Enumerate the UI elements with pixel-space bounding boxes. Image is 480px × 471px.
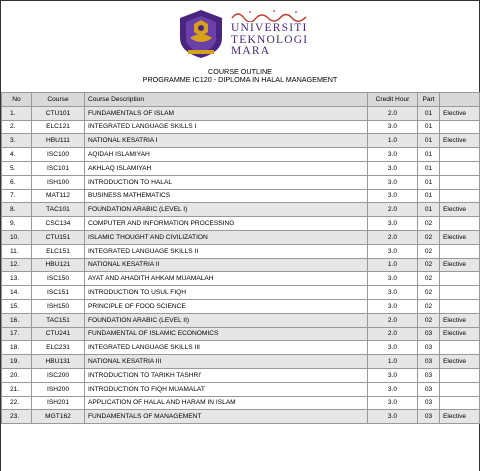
course-code: ISH100 bbox=[32, 175, 85, 189]
row-number: 4. bbox=[2, 148, 32, 162]
credit-hour: 3.0 bbox=[368, 148, 418, 162]
elective-note bbox=[440, 299, 480, 313]
row-number: 10. bbox=[2, 230, 32, 244]
elective-note bbox=[440, 396, 480, 410]
table-row bbox=[2, 106, 480, 120]
course-description: FUNDAMENTALS OF MANAGEMENT bbox=[85, 410, 368, 424]
credit-hour: 3.0 bbox=[368, 161, 418, 175]
table-row bbox=[2, 258, 480, 272]
course-code: ISC200 bbox=[32, 368, 85, 382]
row-number: 17. bbox=[2, 327, 32, 341]
elective-note: Elective bbox=[440, 203, 480, 217]
table-row bbox=[2, 286, 480, 300]
part: 01 bbox=[418, 134, 440, 148]
course-code: MGT162 bbox=[32, 410, 85, 424]
course-code: CSC134 bbox=[32, 217, 85, 231]
part: 03 bbox=[418, 410, 440, 424]
table-row bbox=[2, 217, 480, 231]
course-table-body bbox=[2, 106, 480, 423]
header-course: Course bbox=[32, 93, 85, 107]
course-code: ISC150 bbox=[32, 272, 85, 286]
row-number: 6. bbox=[2, 175, 32, 189]
part: 01 bbox=[418, 203, 440, 217]
table-row bbox=[2, 382, 480, 396]
table-row bbox=[2, 175, 480, 189]
row-number: 7. bbox=[2, 189, 32, 203]
course-code: HBU131 bbox=[32, 355, 85, 369]
part: 01 bbox=[418, 189, 440, 203]
elective-note bbox=[440, 244, 480, 258]
course-code: CTU241 bbox=[32, 327, 85, 341]
course-description: FOUNDATION ARABIC (LEVEL I) bbox=[85, 203, 368, 217]
credit-hour: 3.0 bbox=[368, 244, 418, 258]
credit-hour: 1.0 bbox=[368, 134, 418, 148]
header-course-description: Course Description bbox=[85, 93, 368, 107]
course-description: INTEGRATED LANGUAGE SKILLS II bbox=[85, 244, 368, 258]
credit-hour: 3.0 bbox=[368, 396, 418, 410]
course-description: INTEGRATED LANGUAGE SKILLS I bbox=[85, 120, 368, 134]
header-credit-hour: Credit Hour bbox=[368, 93, 418, 107]
table-row bbox=[2, 244, 480, 258]
course-description: AYAT AND AHADITH AHKAM MUAMALAH bbox=[85, 272, 368, 286]
elective-note bbox=[440, 189, 480, 203]
table-row bbox=[2, 134, 480, 148]
course-code: HBU111 bbox=[32, 134, 85, 148]
elective-note: Elective bbox=[440, 258, 480, 272]
course-code: TAC151 bbox=[32, 313, 85, 327]
course-description: INTRODUCTION TO HALAL bbox=[85, 175, 368, 189]
credit-hour: 3.0 bbox=[368, 341, 418, 355]
course-description: INTRODUCTION TO TARIKH TASHRI' bbox=[85, 368, 368, 382]
part: 02 bbox=[418, 286, 440, 300]
table-row bbox=[2, 355, 480, 369]
part: 02 bbox=[418, 258, 440, 272]
credit-hour: 3.0 bbox=[368, 217, 418, 231]
course-description: NATIONAL KESATRIA II bbox=[85, 258, 368, 272]
elective-note: Elective bbox=[440, 230, 480, 244]
credit-hour: 2.0 bbox=[368, 230, 418, 244]
part: 01 bbox=[418, 161, 440, 175]
elective-note bbox=[440, 148, 480, 162]
elective-note: Elective bbox=[440, 410, 480, 424]
table-row bbox=[2, 230, 480, 244]
credit-hour: 2.0 bbox=[368, 313, 418, 327]
course-description: AKHLAQ ISLAMIYAH bbox=[85, 161, 368, 175]
course-code: ISC101 bbox=[32, 161, 85, 175]
part: 03 bbox=[418, 396, 440, 410]
title-programme: PROGRAMME IC120 - DIPLOMA IN HALAL MANAGEMENT bbox=[142, 75, 338, 84]
elective-note bbox=[440, 341, 480, 355]
row-number: 19. bbox=[2, 355, 32, 369]
table-row bbox=[2, 396, 480, 410]
credit-hour: 3.0 bbox=[368, 368, 418, 382]
part: 02 bbox=[418, 244, 440, 258]
header-no: No bbox=[2, 93, 32, 107]
credit-hour: 3.0 bbox=[368, 286, 418, 300]
part: 02 bbox=[418, 217, 440, 231]
table-row bbox=[2, 189, 480, 203]
part: 01 bbox=[418, 120, 440, 134]
course-description: NATIONAL KESATRIA III bbox=[85, 355, 368, 369]
table-row bbox=[2, 327, 480, 341]
row-number: 9. bbox=[2, 217, 32, 231]
course-code: ELC231 bbox=[32, 341, 85, 355]
part: 02 bbox=[418, 272, 440, 286]
course-table bbox=[1, 92, 480, 424]
credit-hour: 3.0 bbox=[368, 410, 418, 424]
table-row bbox=[2, 272, 480, 286]
part: 01 bbox=[418, 148, 440, 162]
credit-hour: 3.0 bbox=[368, 382, 418, 396]
credit-hour: 3.0 bbox=[368, 120, 418, 134]
credit-hour: 2.0 bbox=[368, 106, 418, 120]
uitm-logo bbox=[176, 8, 226, 60]
header-part: Part bbox=[418, 93, 440, 107]
row-number: 3. bbox=[2, 134, 32, 148]
row-number: 20. bbox=[2, 368, 32, 382]
university-name bbox=[231, 23, 308, 58]
course-code: CTU101 bbox=[32, 106, 85, 120]
part: 01 bbox=[418, 106, 440, 120]
elective-note: Elective bbox=[440, 327, 480, 341]
part: 03 bbox=[418, 382, 440, 396]
course-description: COMPUTER AND INFORMATION PROCESSING bbox=[85, 217, 368, 231]
course-description: APPLICATION OF HALAL AND HARAM IN ISLAM bbox=[85, 396, 368, 410]
course-code: ISH201 bbox=[32, 396, 85, 410]
row-number: 8. bbox=[2, 203, 32, 217]
elective-note bbox=[440, 120, 480, 134]
course-code: HBU121 bbox=[32, 258, 85, 272]
row-number: 15. bbox=[2, 299, 32, 313]
course-code: ISH200 bbox=[32, 382, 85, 396]
part: 03 bbox=[418, 355, 440, 369]
table-row bbox=[2, 203, 480, 217]
row-number: 21. bbox=[2, 382, 32, 396]
university-name-line2: TEKNOLOGI bbox=[231, 33, 309, 46]
elective-note: Elective bbox=[440, 134, 480, 148]
row-number: 13. bbox=[2, 272, 32, 286]
university-name-line3: MARA bbox=[231, 45, 271, 57]
course-code: ELC121 bbox=[32, 120, 85, 134]
elective-note bbox=[440, 217, 480, 231]
title-course-outline: COURSE OUTLINE bbox=[208, 67, 272, 76]
row-number: 18. bbox=[2, 341, 32, 355]
elective-note: Elective bbox=[440, 313, 480, 327]
table-header-row bbox=[2, 93, 480, 107]
course-description: BUSINESS MATHEMATICS bbox=[85, 189, 368, 203]
course-description: INTRODUCTION TO FIQH MUAMALAT bbox=[85, 382, 368, 396]
row-number: 1. bbox=[2, 106, 32, 120]
course-code: ISC151 bbox=[32, 286, 85, 300]
table-row bbox=[2, 161, 480, 175]
course-code: ISC100 bbox=[32, 148, 85, 162]
table-row bbox=[2, 148, 480, 162]
course-code: TAC101 bbox=[32, 203, 85, 217]
course-code: MAT112 bbox=[32, 189, 85, 203]
course-description: FUNDAMENTAL OF ISLAMIC ECONOMICS bbox=[85, 327, 368, 341]
elective-note bbox=[440, 272, 480, 286]
credit-hour: 3.0 bbox=[368, 299, 418, 313]
part: 02 bbox=[418, 299, 440, 313]
course-description: FUNDAMENTALS OF ISLAM bbox=[85, 106, 368, 120]
table-row bbox=[2, 299, 480, 313]
course-code: ISH150 bbox=[32, 299, 85, 313]
part: 03 bbox=[418, 327, 440, 341]
table-row bbox=[2, 313, 480, 327]
elective-note bbox=[440, 382, 480, 396]
part: 03 bbox=[418, 368, 440, 382]
header-note bbox=[440, 93, 480, 107]
row-number: 2. bbox=[2, 120, 32, 134]
table-row bbox=[2, 120, 480, 134]
document-header bbox=[0, 0, 480, 92]
course-description: FOUNDATION ARABIC (LEVEL II) bbox=[85, 313, 368, 327]
row-number: 23. bbox=[2, 410, 32, 424]
elective-note bbox=[440, 161, 480, 175]
credit-hour: 1.0 bbox=[368, 258, 418, 272]
course-description: INTRODUCTION TO USUL FIQH bbox=[85, 286, 368, 300]
course-description: NATIONAL KESATRIA I bbox=[85, 134, 368, 148]
credit-hour: 2.0 bbox=[368, 327, 418, 341]
credit-hour: 3.0 bbox=[368, 189, 418, 203]
document-title bbox=[0, 68, 480, 84]
table-row bbox=[2, 368, 480, 382]
row-number: 14. bbox=[2, 286, 32, 300]
part: 01 bbox=[418, 175, 440, 189]
course-code: ELC151 bbox=[32, 244, 85, 258]
elective-note: Elective bbox=[440, 106, 480, 120]
elective-note bbox=[440, 286, 480, 300]
part: 03 bbox=[418, 341, 440, 355]
credit-hour: 3.0 bbox=[368, 272, 418, 286]
elective-note: Elective bbox=[440, 355, 480, 369]
course-description: INTEGRATED LANGUAGE SKILLS III bbox=[85, 341, 368, 355]
part: 02 bbox=[418, 230, 440, 244]
table-row bbox=[2, 410, 480, 424]
credit-hour: 1.0 bbox=[368, 355, 418, 369]
university-name-line1: UNIVERSITI bbox=[231, 22, 308, 34]
row-number: 11. bbox=[2, 244, 32, 258]
elective-note bbox=[440, 175, 480, 189]
course-description: AQIDAH ISLAMIYAH bbox=[85, 148, 368, 162]
row-number: 5. bbox=[2, 161, 32, 175]
credit-hour: 3.0 bbox=[368, 175, 418, 189]
row-number: 16. bbox=[2, 313, 32, 327]
course-description: ISLAMIC THOUGHT AND CIVILIZATION bbox=[85, 230, 368, 244]
credit-hour: 2.0 bbox=[368, 203, 418, 217]
row-number: 22. bbox=[2, 396, 32, 410]
elective-note bbox=[440, 368, 480, 382]
table-row bbox=[2, 341, 480, 355]
part: 02 bbox=[418, 313, 440, 327]
course-description: PRINCIPLE OF FOOD SCIENCE bbox=[85, 299, 368, 313]
row-number: 12. bbox=[2, 258, 32, 272]
jawi-logotype bbox=[230, 8, 310, 22]
course-code: CTU151 bbox=[32, 230, 85, 244]
